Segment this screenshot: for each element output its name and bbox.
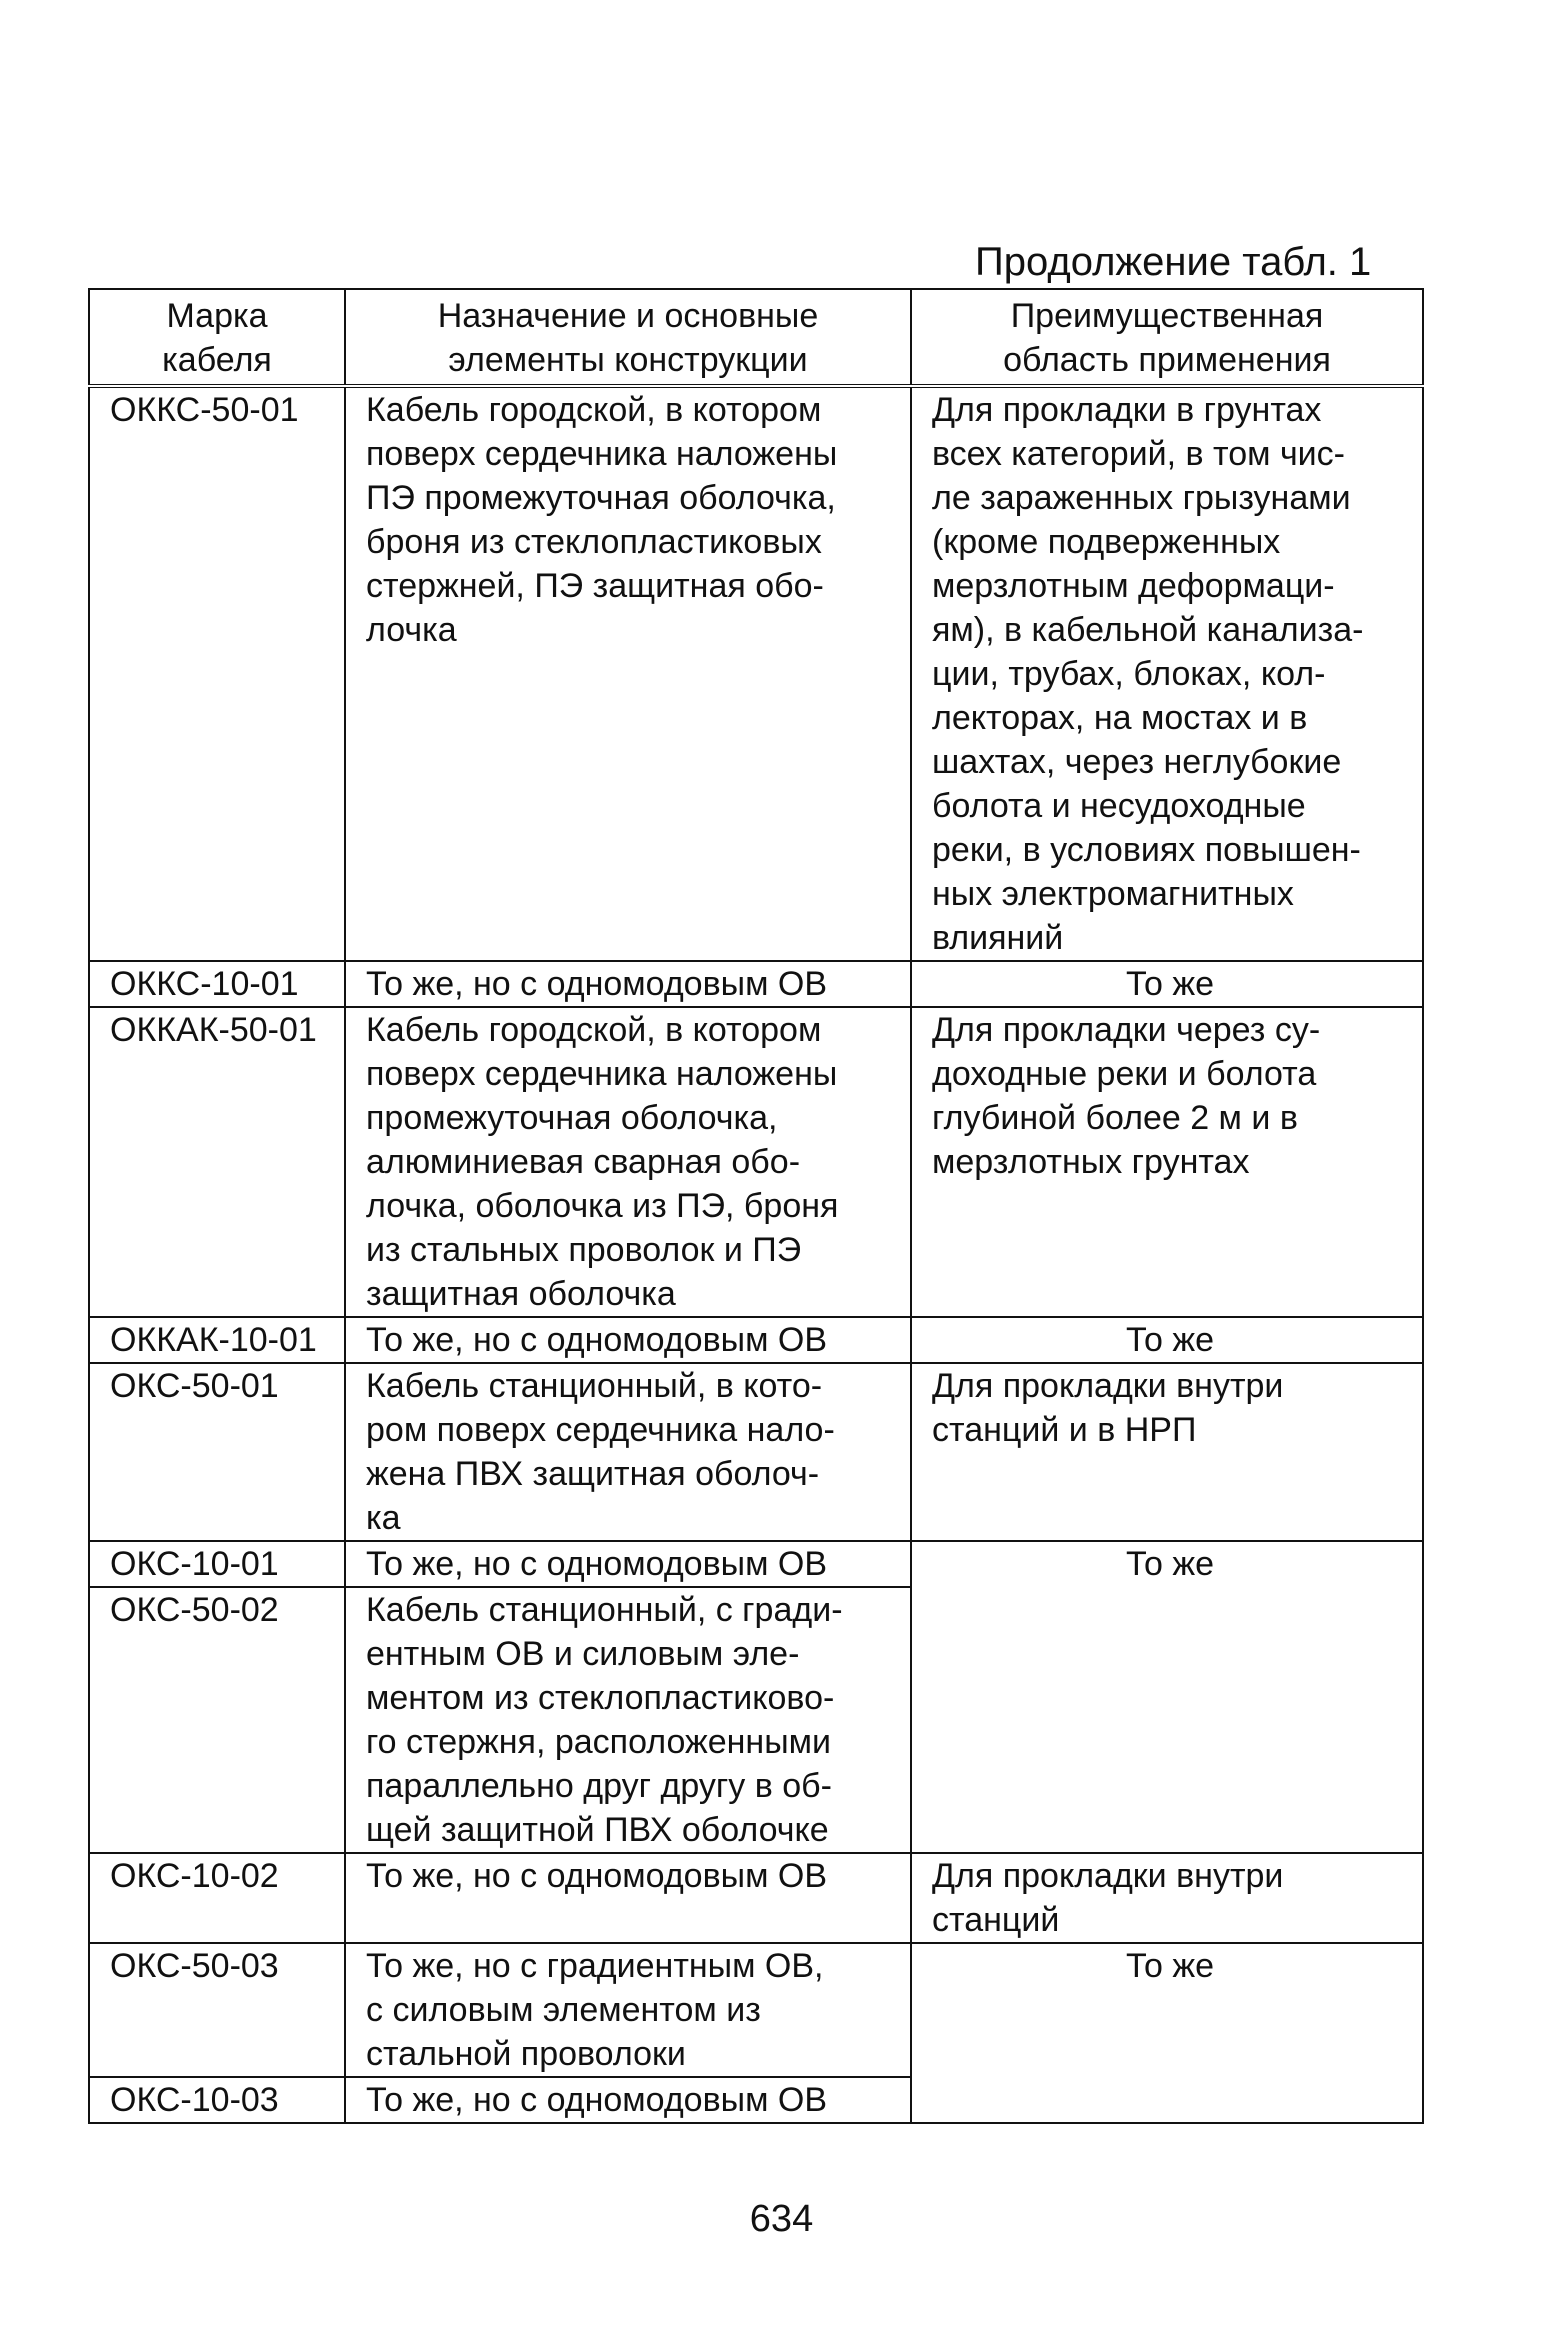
cell-application: То же xyxy=(911,961,1423,1007)
table-row xyxy=(89,1943,1423,2077)
header-application-area: Преимущественная область применения xyxy=(911,289,1423,386)
table-caption: Продолжение табл. 1 xyxy=(975,240,1372,284)
cell-application: Для прокладки в грунтах всех категорий, в том чис- ле зараженных грызунами (кроме подверженных мерзлотным деформаци- ям), в кабельной канализа- ции, трубах, блоках, кол- лекторах, на мостах и в шахтах, через неглубокие болота и несудоходные реки, в условиях повышен- ных электромагнитных влияний xyxy=(911,386,1423,961)
cell-description: То же, но с одномодовым ОВ xyxy=(345,1317,911,1363)
table-row xyxy=(89,1541,1423,1587)
table-row xyxy=(89,961,1423,1007)
cell-description: Кабель станционный, с гради- ентным ОВ и силовым эле- ментом из стеклопластиково- го стержня, расположенными параллельно друг другу в об- щей защитной ПВХ оболочке xyxy=(345,1587,911,1853)
cell-grade: ОКС-10-03 xyxy=(89,2077,345,2123)
cell-description: То же, но с одномодовым ОВ xyxy=(345,1853,911,1943)
cell-grade: ОКС-50-01 xyxy=(89,1363,345,1541)
cell-description: То же, но с одномодовым ОВ xyxy=(345,1541,911,1587)
cell-description: То же, но с градиентным ОВ, с силовым элементом из стальной проволоки xyxy=(345,1943,911,2077)
cell-grade: ОКС-50-03 xyxy=(89,1943,345,2077)
cell-grade: ОККАК-10-01 xyxy=(89,1317,345,1363)
cell-description: Кабель станционный, в кото- ром поверх сердечника нало- жена ПВХ защитная оболоч- ка xyxy=(345,1363,911,1541)
table-row xyxy=(89,1853,1423,1943)
cell-application: То же xyxy=(911,1317,1423,1363)
cell-application: То же xyxy=(911,1541,1423,1853)
cable-spec-table xyxy=(88,288,1424,2124)
page-number: 634 xyxy=(749,2198,814,2240)
cell-application: Для прокладки внутри станций xyxy=(911,1853,1423,1943)
cell-application: Для прокладки через су- доходные реки и болота глубиной более 2 м и в мерзлотных грунтах xyxy=(911,1007,1423,1317)
header-purpose-elements: Назначение и основные элементы конструкции xyxy=(345,289,911,386)
cell-description: То же, но с одномодовым ОВ xyxy=(345,961,911,1007)
cell-application: То же xyxy=(911,1943,1423,2123)
table-row xyxy=(89,1007,1423,1317)
cell-grade: ОКС-10-01 xyxy=(89,1541,345,1587)
cell-grade: ОККС-50-01 xyxy=(89,386,345,961)
cell-description: Кабель городской, в котором поверх сердечника наложены ПЭ промежуточная оболочка, броня из стеклопластиковых стержней, ПЭ защитная обо- лочка xyxy=(345,386,911,961)
cell-grade: ОКС-50-02 xyxy=(89,1587,345,1853)
header-cable-grade: Марка кабеля xyxy=(89,289,345,386)
cell-grade: ОКС-10-02 xyxy=(89,1853,345,1943)
table-row xyxy=(89,1317,1423,1363)
cell-description: Кабель городской, в котором поверх сердечника наложены промежуточная оболочка, алюминиевая сварная обо- лочка, оболочка из ПЭ, броня из стальных проволок и ПЭ защитная оболочка xyxy=(345,1007,911,1317)
table-header-row xyxy=(89,289,1423,386)
cell-application: Для прокладки внутри станций и в НРП xyxy=(911,1363,1423,1541)
cell-grade: ОККС-10-01 xyxy=(89,961,345,1007)
cell-description: То же, но с одномодовым ОВ xyxy=(345,2077,911,2123)
table-row xyxy=(89,1363,1423,1541)
cell-grade: ОККАК-50-01 xyxy=(89,1007,345,1317)
table-row xyxy=(89,386,1423,961)
